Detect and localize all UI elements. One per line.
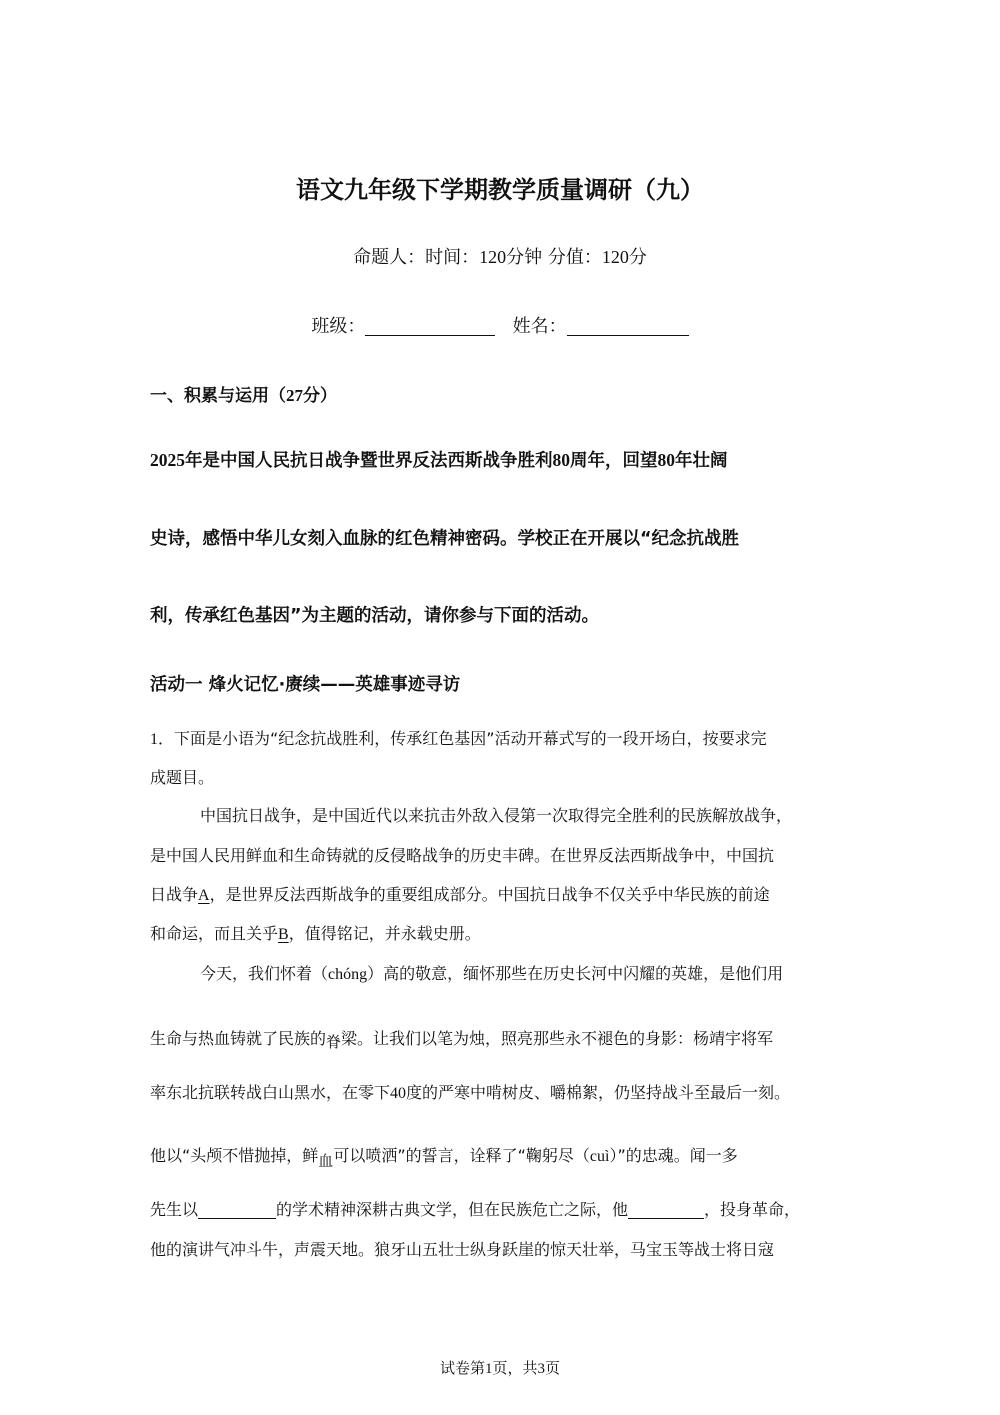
- question-1-line-2: 成题目。: [150, 768, 215, 787]
- text: 他以“头颅不惜抛掉，鲜: [150, 1146, 319, 1165]
- passage-p2-line-4: [150, 1143, 738, 1171]
- exam-info: [0, 243, 1000, 269]
- intro-line-2: 史诗，感悟中华儿女刻入血脉的红色精神密码。学校正在开展以“纪念抗战胜: [150, 529, 739, 549]
- footer-suffix: 页: [545, 1359, 561, 1377]
- passage-p2-line-6: 他的演讲气冲斗牛，声震天地。狼牙山五壮士纵身跃崖的惊天壮举，马宝玉等战士将日寇: [150, 1240, 775, 1259]
- passage-p1-line-2: 是中国人民用鲜血和生命铸就的反侵略战争的历史丰碑。在世界反法西斯战争中，中国抗: [150, 846, 775, 865]
- student-fields: [0, 312, 1000, 338]
- page-footer: [0, 1357, 1000, 1378]
- text: 率东北抗联转战白山黑水，在零下: [150, 1083, 391, 1102]
- intro-text-e: 年壮阔: [675, 451, 728, 471]
- pinyin-cui: cuì: [589, 1148, 610, 1165]
- passage-p1-line-1: 中国抗日战争，是中国近代以来抗击外敌入侵第一次取得完全胜利的民族解放战争，: [200, 806, 793, 825]
- class-label: 班级：: [311, 316, 366, 337]
- passage-p2-line-5: [150, 1197, 800, 1220]
- text: ，投身革命，: [704, 1200, 801, 1219]
- section-points: 27: [286, 386, 303, 405]
- text: 日战争: [150, 885, 199, 904]
- question-number: 1．: [150, 731, 175, 748]
- class-blank[interactable]: [365, 317, 495, 336]
- intro-year: 2025: [150, 450, 185, 470]
- intro-num-b: 80: [552, 450, 570, 470]
- footer-total: 3: [537, 1361, 545, 1377]
- fill-blank-2[interactable]: [628, 1202, 704, 1219]
- text: 生命与热血铸就了民族的: [150, 1029, 327, 1048]
- text: ，是世界反法西斯战争的重要组成部分。中国抗日战争不仅关乎中华民族的前途: [209, 885, 770, 904]
- intro-line-3: 利，传承红色基因”为主题的活动，请你参与下面的活动。: [150, 606, 599, 626]
- info-prefix: 命题人：时间：: [353, 247, 480, 268]
- intro-text-a: 年是中国人民抗日战争暨世界反法西斯战争胜利: [185, 451, 553, 471]
- blank-b: B: [278, 926, 289, 943]
- passage-p1-line-4: [150, 921, 481, 944]
- char-xue: 血: [318, 1152, 334, 1170]
- intro-text-c: 周年，回望: [570, 451, 658, 471]
- section-title: 一、积累与运用（: [150, 386, 286, 406]
- page-title: 语文九年级下学期教学质量调研（九）: [296, 176, 704, 204]
- text: ）”的忠魂。闻一多: [609, 1146, 738, 1165]
- passage-p1-line-3: [150, 882, 770, 905]
- footer-prefix: 试卷第: [439, 1359, 485, 1377]
- text: 先生以: [150, 1200, 199, 1219]
- footer-page: 1: [484, 1361, 493, 1377]
- passage-p2-line-2: [150, 1026, 773, 1052]
- passage-p2-line-3: [150, 1080, 790, 1103]
- text: ）高的敬意，缅怀那些在历史长河中闪耀的英雄，是他们用: [367, 964, 784, 983]
- section-heading: [150, 381, 337, 406]
- score-unit: 分: [628, 247, 647, 268]
- passage-p2-line-1: [200, 961, 783, 984]
- char-ji: 脊: [326, 1033, 342, 1051]
- question-text: 下面是小语为“纪念抗战胜利，传承红色基因”活动开幕式写的一段开场白，按要求完: [174, 729, 767, 748]
- fill-blank-1[interactable]: [198, 1202, 276, 1219]
- text: 今天，我们怀着（: [200, 964, 329, 983]
- text: 和命运，而且关乎: [150, 924, 279, 943]
- time-unit: 分钟 分值：: [506, 247, 602, 268]
- section-title-end: 分）: [303, 386, 337, 406]
- temperature-number: 40: [390, 1085, 407, 1102]
- name-blank[interactable]: [567, 317, 689, 336]
- intro-num-d: 80: [657, 450, 675, 470]
- name-label: 姓名：: [512, 316, 567, 337]
- text: ，值得铭记，并永载史册。: [288, 924, 481, 943]
- text: 可以喷洒”的誓言，诠释了“鞠躬尽（: [333, 1146, 590, 1165]
- time-value: 120: [479, 247, 507, 267]
- text: 梁。让我们以笔为烛，照亮那些永不褪色的身影：杨靖宇将军: [341, 1029, 774, 1048]
- question-1-line-1: [150, 726, 767, 749]
- footer-middle: 页，共: [492, 1359, 538, 1377]
- text: 度的严寒中啃树皮、嚼棉絮，仍坚持战斗至最后一刻。: [406, 1083, 791, 1102]
- text: 的学术精神深耕古典文学，但在民族危亡之际，他: [276, 1200, 629, 1219]
- pinyin-chong: chóng: [328, 966, 368, 983]
- blank-a: A: [198, 887, 210, 904]
- score-value: 120: [601, 247, 629, 267]
- intro-line-1: [150, 447, 728, 472]
- activity-title: 活动一 烽火记忆·赓续——英雄事迹寻访: [150, 675, 461, 695]
